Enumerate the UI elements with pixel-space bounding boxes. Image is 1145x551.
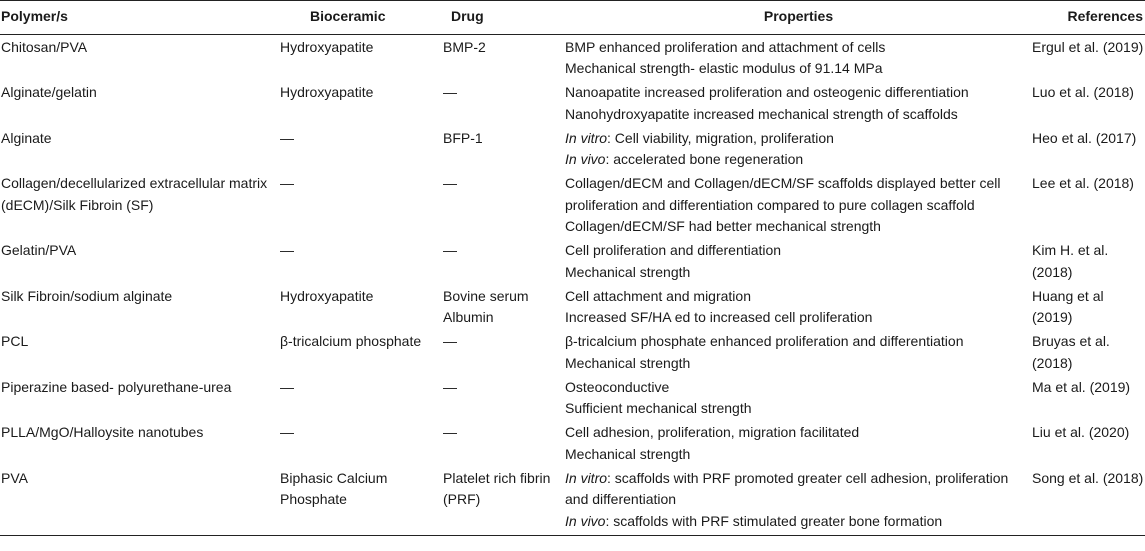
bioceramic-cell: Hydroxyapatite bbox=[280, 38, 374, 55]
properties-cell bbox=[565, 284, 1032, 330]
reference-cell: Bruyas et al. (2018) bbox=[1032, 333, 1110, 371]
polymer-cell: PVA bbox=[0, 466, 280, 536]
reference-cell: Lee et al. (2018) bbox=[1032, 175, 1134, 191]
header-row bbox=[0, 1, 1145, 35]
header-bioceramic: Bioceramic bbox=[280, 1, 443, 35]
property-text: : accelerated bone regeneration bbox=[605, 151, 804, 167]
property-text: : Cell viability, migration, proliferation bbox=[607, 129, 834, 146]
reference-cell: Kim H. et al. (2018) bbox=[1032, 242, 1109, 280]
reference-cell: Luo et al. (2018) bbox=[1032, 84, 1134, 100]
property-text: Collagen/dECM/SF had better mechanical strength bbox=[565, 218, 881, 234]
table-row bbox=[0, 126, 1145, 172]
header-properties: Properties bbox=[565, 1, 1032, 35]
property-line bbox=[565, 128, 1032, 150]
properties-cell bbox=[565, 329, 1032, 375]
bioceramic-cell: — bbox=[280, 129, 294, 146]
table-row bbox=[0, 34, 1145, 80]
property-text: BMP enhanced proliferation and attachment of cells bbox=[565, 38, 886, 55]
table-row bbox=[0, 329, 1145, 375]
property-text: Sufficient mechanical strength bbox=[565, 400, 752, 416]
reference-cell: Liu et al. (2020) bbox=[1032, 424, 1130, 440]
drug-cell: BFP-1 bbox=[443, 129, 483, 146]
reference-cell: Ergul et al. (2019) bbox=[1032, 38, 1144, 55]
drug-cell: — bbox=[443, 424, 457, 440]
property-line bbox=[565, 104, 1032, 126]
property-text: β-tricalcium phosphate enhanced proliferation and differentiation bbox=[565, 333, 964, 349]
property-text: Cell adhesion, proliferation, migration facilitated bbox=[565, 424, 860, 440]
polymer-cell: Alginate/gelatin bbox=[1, 84, 97, 100]
bioceramic-cell: Biphasic Calcium Phosphate bbox=[280, 466, 443, 536]
property-line bbox=[565, 286, 1032, 308]
bioceramic-cell: — bbox=[280, 242, 294, 258]
bioceramic-cell: — bbox=[280, 378, 294, 395]
polymer-cell: Alginate bbox=[1, 129, 52, 146]
polymer-cell: Piperazine based- polyurethane-urea bbox=[1, 378, 232, 395]
drug-cell: — bbox=[443, 333, 457, 349]
bioceramic-cell: — bbox=[280, 175, 294, 191]
drug-cell: BMP-2 bbox=[443, 38, 486, 55]
property-line bbox=[565, 444, 1032, 466]
drug-cell: — bbox=[443, 175, 457, 191]
polymer-cell: Chitosan/PVA bbox=[1, 38, 88, 55]
property-text: Cell attachment and migration bbox=[565, 287, 751, 304]
property-text: Nanohydroxyapatite increased mechanical strength of scaffolds bbox=[565, 105, 958, 122]
header-references: References bbox=[1032, 1, 1145, 35]
property-text: Increased SF/HA ed to increased cell proliferation bbox=[565, 309, 873, 325]
bioceramic-cell: Hydroxyapatite bbox=[280, 84, 374, 100]
drug-cell: Platelet rich fibrin (PRF) bbox=[443, 466, 565, 536]
header-drug: Drug bbox=[443, 1, 565, 35]
table-row bbox=[0, 375, 1145, 421]
property-line bbox=[565, 262, 1032, 284]
polymer-cell: Gelatin/PVA bbox=[1, 242, 77, 258]
property-text: Mechanical strength bbox=[565, 263, 691, 280]
polymer-cell: PCL bbox=[1, 333, 29, 349]
property-emphasis: In vivo bbox=[565, 151, 606, 167]
bioceramic-cell: Hydroxyapatite bbox=[280, 287, 374, 304]
properties-cell bbox=[565, 238, 1032, 284]
property-text: Mechanical strength- elastic modulus of 91.14 MPa bbox=[565, 60, 883, 76]
property-line bbox=[565, 173, 1032, 216]
drug-cell: — bbox=[443, 378, 457, 395]
drug-cell: Bovine serum Albumin bbox=[443, 287, 529, 325]
table-body bbox=[0, 34, 1145, 536]
property-line bbox=[565, 331, 1032, 353]
property-line bbox=[565, 82, 1032, 104]
property-text: Collagen/dECM and Collagen/dECM/SF scaffolds displayed better cell proliferation and differentiation compared to pure collagen scaffold bbox=[565, 175, 1001, 213]
drug-cell: — bbox=[443, 242, 457, 258]
property-text: Mechanical strength bbox=[565, 354, 691, 371]
table-row bbox=[0, 284, 1145, 330]
property-line bbox=[565, 468, 1032, 511]
property-line bbox=[565, 240, 1032, 262]
property-line bbox=[565, 149, 1032, 171]
property-line bbox=[565, 58, 1032, 80]
property-line bbox=[565, 422, 1032, 444]
property-text: Mechanical strength bbox=[565, 445, 691, 462]
table-row bbox=[0, 420, 1145, 466]
reference-cell: Song et al. (2018) bbox=[1032, 466, 1145, 536]
properties-cell bbox=[565, 34, 1032, 80]
bioceramic-cell: — bbox=[280, 424, 294, 440]
polymer-cell: Collagen/decellularized extracellular matrix (dECM)/Silk Fibroin (SF) bbox=[1, 175, 268, 213]
property-line bbox=[565, 377, 1032, 399]
reference-cell: Ma et al. (2019) bbox=[1032, 378, 1131, 395]
property-text: Cell proliferation and differentiation bbox=[565, 242, 782, 258]
property-text: : scaffolds with PRF promoted greater cell adhesion, proliferation and differentiation bbox=[565, 469, 1009, 507]
table-row bbox=[0, 238, 1145, 284]
properties-cell bbox=[565, 126, 1032, 172]
property-line bbox=[565, 216, 1032, 238]
header-polymer: Polymer/s bbox=[0, 1, 280, 35]
property-line bbox=[565, 37, 1032, 59]
property-emphasis: In vitro bbox=[565, 469, 608, 486]
property-emphasis: In vitro bbox=[565, 129, 608, 146]
property-line bbox=[565, 307, 1032, 329]
table-row bbox=[0, 80, 1145, 126]
properties-cell bbox=[565, 171, 1032, 238]
property-emphasis: In vivo bbox=[565, 512, 606, 529]
property-line bbox=[565, 353, 1032, 375]
properties-cell bbox=[565, 80, 1032, 126]
polymer-cell: Silk Fibroin/sodium alginate bbox=[1, 287, 173, 304]
table-row bbox=[0, 171, 1145, 238]
property-line bbox=[565, 398, 1032, 420]
drug-cell: — bbox=[443, 84, 457, 100]
property-text: : scaffolds with PRF stimulated greater bone formation bbox=[605, 512, 943, 529]
bioceramic-cell: β-tricalcium phosphate bbox=[280, 333, 422, 349]
properties-cell bbox=[565, 466, 1032, 536]
properties-cell bbox=[565, 420, 1032, 466]
property-line bbox=[565, 511, 1032, 533]
property-text: Nanoapatite increased proliferation and osteogenic differentiation bbox=[565, 84, 969, 100]
property-text: Osteoconductive bbox=[565, 378, 670, 395]
polymer-cell: PLLA/MgO/Halloysite nanotubes bbox=[1, 424, 204, 440]
properties-cell bbox=[565, 375, 1032, 421]
reference-cell: Huang et al (2019) bbox=[1032, 287, 1104, 325]
table-row bbox=[0, 466, 1145, 536]
reference-cell: Heo et al. (2017) bbox=[1032, 129, 1137, 146]
